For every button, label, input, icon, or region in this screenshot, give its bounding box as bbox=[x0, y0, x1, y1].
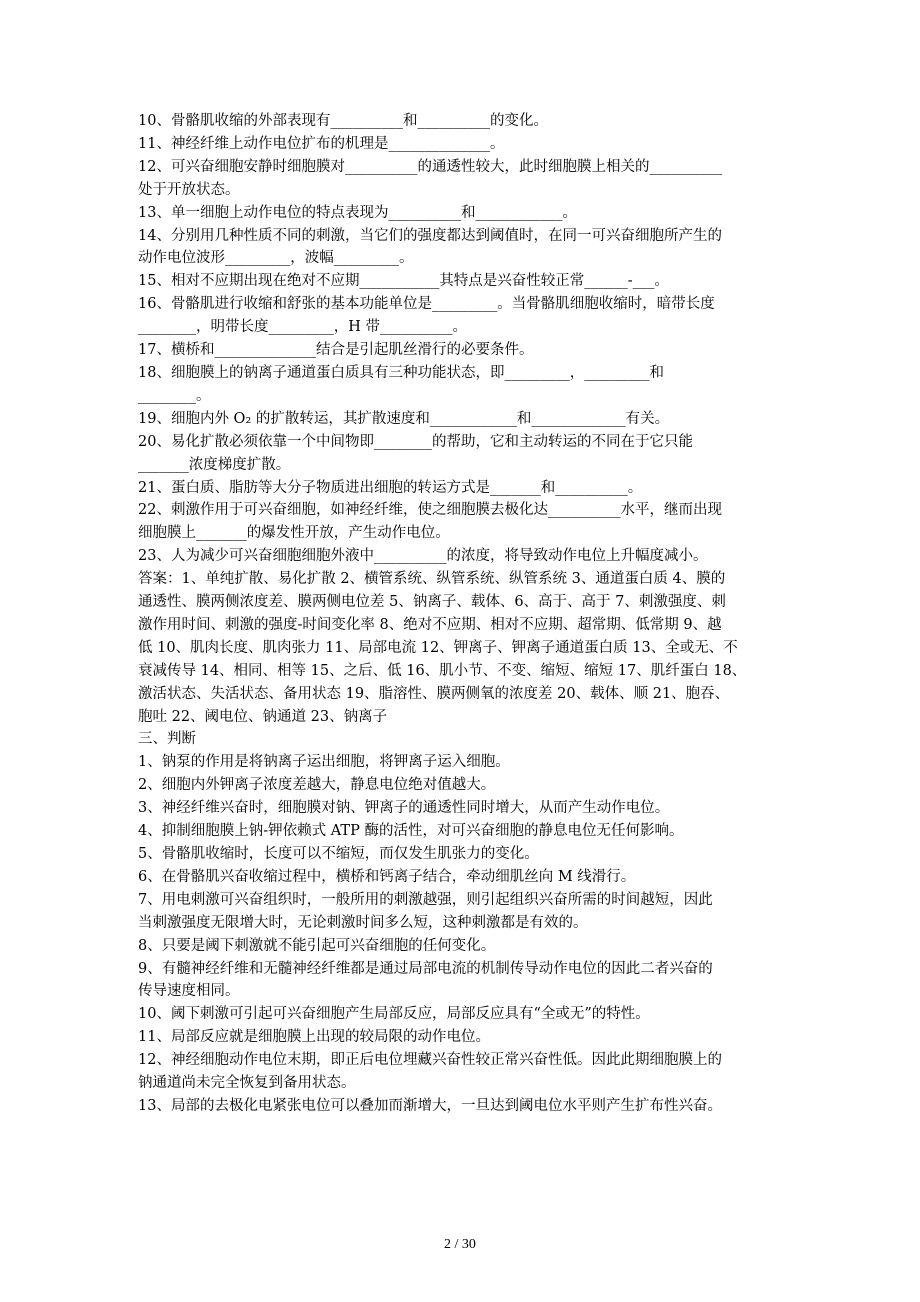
fill-in-blanks-section bbox=[138, 110, 783, 568]
answer-line: 激活状态、失活状态、备用状态 19、脂溶性、膜两侧氧的浓度差 20、载体、顺 21、胞吞、 bbox=[138, 685, 730, 702]
judgment-line: 1、钠泵的作用是将钠离子运出细胞，将钾离子运入细胞。 bbox=[138, 754, 510, 771]
question-line: 12、可兴奋细胞安静时细胞膜对__________的通透性较大，此时细胞膜上相关的__________ bbox=[138, 158, 722, 175]
question-line: 13、单一细胞上动作电位的特点表现为__________和____________。 bbox=[138, 204, 577, 221]
true-false-section bbox=[138, 751, 783, 1118]
question-line: 19、细胞内外 O₂ 的扩散转运，其扩散速度和____________和_____________有关。 bbox=[138, 410, 670, 427]
judgment-line: 7、用电刺激可兴奋组织时，一般所用的刺激越强，则引起组织兴奋所需的时间越短，因此 bbox=[138, 891, 713, 908]
judgment-line: 5、骨骼肌收缩时，长度可以不缩短，而仅发生肌张力的变化。 bbox=[138, 846, 539, 862]
question-line: 20、易化扩散必须依靠一个中间物即________的帮助，它和主动转运的不同在于它只能 bbox=[138, 433, 693, 450]
question-line: 动作电位波形_________，波幅_________。 bbox=[138, 250, 414, 267]
question-line: 21、蛋白质、脂肪等大分子物质进出细胞的转运方式是_______和__________。 bbox=[138, 479, 643, 496]
judgment-line: 10、阈下刺激可引起可兴奋细胞产生局部反应，局部反应具有“全或无”的特性。 bbox=[138, 1006, 650, 1023]
answer-line: 激作用时间、刺激的强度-时间变化率 8、绝对不应期、相对不应期、超常期、低常期 9、越 bbox=[138, 616, 722, 633]
question-line: 17、横桥和______________结合是引起肌丝滑行的必要条件。 bbox=[138, 342, 534, 359]
judgment-line: 4、抑制细胞膜上钠-钾依赖式 ATP 酶的活性，对可兴奋细胞的静息电位无任何影响。 bbox=[138, 823, 684, 840]
judgment-line: 当刺激强度无限增大时，无论刺激时间多么短，这种刺激都是有效的。 bbox=[138, 914, 588, 931]
question-line: ________，明带长度_________，H 带__________。 bbox=[138, 319, 468, 336]
answer-line: 通透性、膜两侧浓度差、膜两侧电位差 5、钠离子、载体、6、高于、高于 7、刺激强度、刺 bbox=[138, 594, 726, 611]
question-line: 14、分别用几种性质不同的刺激，当它们的强度都达到阈值时，在同一可兴奋细胞所产生的 bbox=[138, 227, 722, 244]
judgment-line: 13、局部的去极化电紧张电位可以叠加而渐增大，一旦达到阈电位水平则产生扩布性兴奋。 bbox=[138, 1097, 722, 1114]
judgment-line: 12、神经细胞动作电位末期，即正后电位埋藏兴奋性较正常兴奋性低。因此此期细胞膜上的 bbox=[138, 1052, 722, 1069]
question-line: 11、神经纤维上动作电位扩布的机理是______________。 bbox=[138, 135, 505, 152]
question-line: 15、相对不应期出现在绝对不应期___________其特点是兴奋性较正常______-___。 bbox=[138, 273, 669, 290]
question-line: 23、人为减少可兴奋细胞细胞外液中__________的浓度，将导致动作电位上升幅度减小。 bbox=[138, 548, 708, 565]
answer-key bbox=[138, 568, 783, 728]
answer-line: 胞吐 22、阈电位、钠通道 23、钠离子 bbox=[138, 708, 388, 725]
question-line: 细胞膜上_______的爆发性开放，产生动作电位。 bbox=[138, 525, 450, 542]
judgment-line: 11、局部反应就是细胞膜上出现的较局限的动作电位。 bbox=[138, 1029, 490, 1046]
judgment-line: 传导速度相同。 bbox=[138, 983, 240, 1000]
judgment-line: 2、细胞内外钾离子浓度差越大，静息电位绝对值越大。 bbox=[138, 777, 496, 794]
judgment-line: 3、神经纤维兴奋时，细胞膜对钠、钾离子的通透性同时增大，从而产生动作电位。 bbox=[138, 800, 670, 817]
question-line: ________。 bbox=[138, 387, 211, 404]
judgment-line: 8、只要是阈下刺激就不能引起可兴奋细胞的任何变化。 bbox=[138, 937, 496, 954]
document-body bbox=[138, 110, 783, 1118]
question-line: 16、骨骼肌进行收缩和舒张的基本功能单位是_________。当骨骼肌细胞收缩时，暗带长度 bbox=[138, 296, 715, 313]
question-line: 处于开放状态。 bbox=[138, 181, 240, 198]
page-number: 2 / 30 bbox=[444, 1237, 476, 1252]
judgment-line: 钠通道尚未完全恢复到备用状态。 bbox=[138, 1075, 356, 1092]
answer-line: 低 10、肌肉长度、肌肉张力 11、局部电流 12、钾离子、钾离子通道蛋白质 13、全或无、不 bbox=[138, 639, 738, 656]
question-line: 22、刺激作用于可兴奋细胞，如神经纤维，使之细胞膜去极化达__________水平，继而出现 bbox=[138, 502, 722, 519]
section-heading: 三、判断 bbox=[138, 731, 196, 748]
answer-line: 答案：1、单纯扩散、易化扩散 2、横管系统、纵管系统、纵管系统 3、通道蛋白质 4、膜的 bbox=[138, 571, 726, 588]
answer-line: 衰减传导 14、相同、相等 15、之后、低 16、肌小节、不变、缩短、缩短 17、肌纤蛋白 18、 bbox=[138, 662, 747, 679]
judgment-line: 9、有髓神经纤维和无髓神经纤维都是通过局部电流的机制传导动作电位的因此二者兴奋的 bbox=[138, 960, 713, 977]
question-line: 10、骨骼肌收缩的外部表现有__________和__________的变化。 bbox=[138, 113, 548, 129]
question-line: _______浓度梯度扩散。 bbox=[138, 456, 291, 473]
judgment-line: 6、在骨骼肌兴奋收缩过程中，横桥和钙离子结合，牵动细肌丝向 M 线滑行。 bbox=[138, 868, 636, 885]
question-line: 18、细胞膜上的钠离子通道蛋白质具有三种功能状态，即_________，_________和 bbox=[138, 364, 664, 381]
